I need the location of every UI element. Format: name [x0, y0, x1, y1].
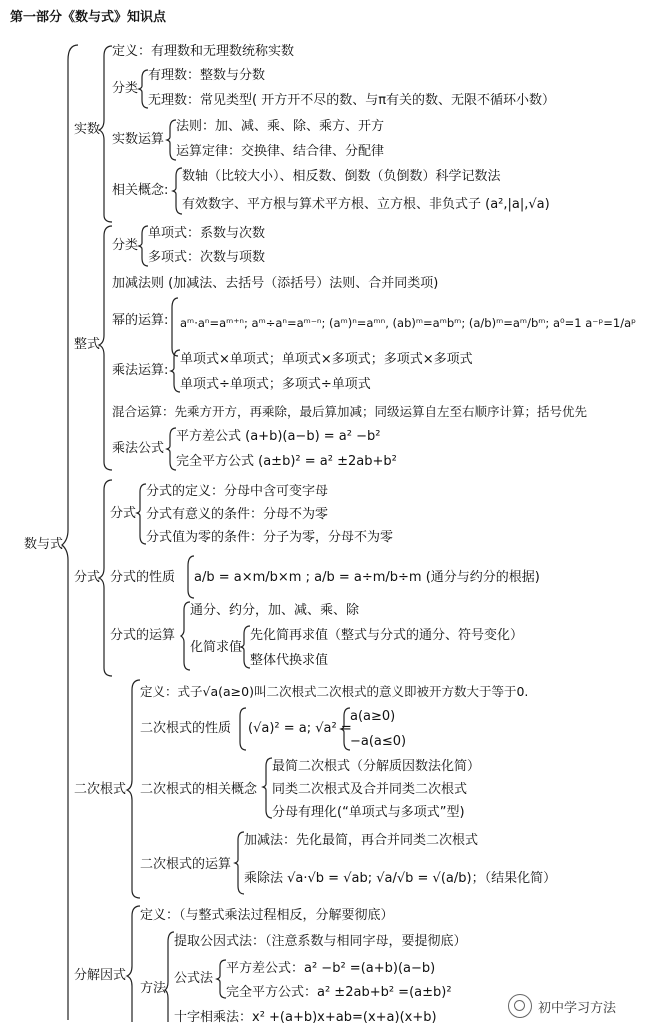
formula-brace [167, 428, 176, 470]
real-classify: 分类 [112, 81, 139, 96]
radical-concept-2: 同类二次根式及合并同类二次根式 [272, 782, 468, 797]
real-brace [99, 46, 112, 222]
real-concept-1: 数轴（比较大小）、相反数、倒数（负倒数）科学记数法 [182, 169, 501, 184]
real-label: 实数 [74, 122, 101, 137]
radical-op-2: 乘除法 √a·√b = √ab; √a/√b = √(a/b)；（结果化简） [244, 871, 557, 886]
radical-op-1: 加减法：先化最简，再合并同类二次根式 [244, 833, 479, 848]
radical-concept-1: 最简二次根式（分解质因数法化简） [272, 759, 481, 774]
mul-line-1: 单项式×单项式；单项式×多项式；多项式×多项式 [180, 352, 473, 367]
real-concepts: 相关概念: [112, 183, 169, 198]
factor-formula-2: 完全平方公式：a² ±2ab+b² =(a±b)² [226, 985, 452, 1000]
real-concept-2: 有效数字、平方根与算术平方根、立方根、非负式子 (a²,|a|,√a) [182, 197, 550, 212]
fraction-classify: 分式 [110, 506, 137, 521]
factor-label: 分解因式 [74, 968, 127, 983]
factor-formula-1: 平方差公式：a² −b² =(a+b)(a−b) [226, 961, 436, 976]
formula-1: 平方差公式 (a+b)(a−b) = a² −b² [176, 429, 381, 444]
radical-case-1: a(a≥0) [350, 709, 396, 724]
integral-addsub: 加减法则 (加减法、去括号（添括号）法则、合并同类项) [112, 276, 439, 291]
factor-method: 方法 [140, 981, 167, 996]
fraction-def: 分式的定义：分母中含可变字母 [146, 484, 329, 499]
power-brace [172, 298, 178, 356]
radical-op-label: 二次根式的运算 [140, 857, 232, 872]
mul-line-2: 单项式÷单项式；多项式÷单项式 [180, 377, 371, 392]
radical-case-2: −a(a≤0) [350, 734, 407, 749]
integral-classify-brace [139, 226, 148, 266]
fraction-prop: a/b = a×m/b×m ; a/b = a÷m/b÷m (通分与约分的根据) [194, 570, 540, 585]
fraction-classify-brace [137, 484, 146, 544]
radical-concept-3: 分母有理化(“单项式与多项式”型) [272, 805, 465, 820]
radical-brace [127, 680, 140, 898]
simplify-2: 整体代换求值 [250, 653, 329, 668]
simplify-1: 先化简再求值（整式与分式的通分、符号变化） [250, 628, 524, 643]
radical-label: 二次根式 [74, 782, 127, 797]
factor-def: 定义：（与整式乘法过程相反，分解要彻底） [140, 908, 394, 923]
radical-op-brace [235, 832, 244, 894]
mul-brace [171, 350, 180, 392]
mul-label: 乘法运算: [112, 363, 169, 378]
fraction-op-1: 通分、约分，加、减、乘、除 [190, 603, 360, 618]
page-title: 第一部分《数与式》知识点 [10, 10, 167, 25]
radical-concept-label: 二次根式的相关概念 [140, 782, 258, 797]
radical-def: 定义：式子√a(a≥0)叫二次根式二次根式的意义即被开方数大于等于0. [140, 684, 529, 699]
power-label: 幂的运算: [112, 313, 169, 328]
radical-prop-label: 二次根式的性质 [140, 721, 232, 736]
fraction-prop-label: 分式的性质 [110, 570, 176, 585]
real-ops: 实数运算 [112, 132, 165, 147]
formula-2: 完全平方公式 (a±b)² = a² ±2ab+b² [176, 454, 397, 469]
fraction-zero: 分式值为零的条件：分子为零，分母不为零 [146, 530, 394, 545]
method-brace [165, 932, 174, 1022]
radical-prop: (√a)² = a; √a² = [248, 721, 352, 736]
fraction-op-brace [181, 602, 190, 670]
real-concept-brace [173, 168, 182, 214]
fraction-label: 分式 [74, 570, 101, 585]
integral-classify: 分类 [112, 238, 139, 253]
real-law: 运算定律：交换律、结合律、分配律 [176, 144, 385, 159]
root-label: 数与式 [24, 537, 64, 552]
mixed-rule: 混合运算：先乘方开方，再乘除，最后算加减；同级运算自左至右顺序计算；括号优先 [112, 404, 588, 419]
factor-cross: 十字相乘法：x² +(a+b)x+ab=(x+a)(x+b) [174, 1010, 437, 1025]
real-classify-brace [139, 70, 148, 108]
real-definition: 定义：有理数和无理数统称实数 [112, 44, 295, 59]
integral-brace [99, 226, 112, 470]
factor-brace [127, 906, 140, 1022]
integral-label: 整式 [74, 337, 101, 352]
real-rational: 有理数：整数与分数 [148, 68, 266, 83]
simplify-brace [241, 626, 250, 668]
real-irrational: 无理数：常见类型( 开方开不尽的数、与π有关的数、无限不循环小数） [148, 93, 556, 108]
watermark-text: 初中学习方法 [538, 1000, 617, 1016]
power-formula: aᵐ·aⁿ=aᵐ⁺ⁿ; aᵐ÷aⁿ=aᵐ⁻ⁿ; (aᵐ)ⁿ=aᵐⁿ, (ab)ᵐ=aᵐbᵐ; (a/b)ᵐ=aᵐ/bᵐ; a⁰=1 a⁻ᵖ=1/aᵖ [180, 316, 637, 330]
integral-mono: 单项式：系数与次数 [148, 226, 266, 241]
fraction-op-label: 分式的运算 [110, 628, 176, 643]
radical-prop-brace [240, 708, 246, 750]
radical-concept-brace [263, 758, 272, 818]
wechat-icon [508, 994, 532, 1018]
root-brace [62, 45, 78, 1020]
factor-common: 提取公因式法：（注意系数与相同字母，要提彻底） [174, 934, 467, 949]
integral-poly: 多项式：次数与项数 [148, 250, 266, 265]
real-ops-brace [167, 120, 176, 160]
factor-formula-label: 公式法 [174, 971, 214, 986]
watermark [508, 994, 616, 1018]
fraction-simplify: 化简求值 [190, 640, 243, 655]
factor-formula-brace [217, 960, 226, 998]
real-rule: 法则：加、减、乘、除、乘方、开方 [176, 119, 385, 134]
fraction-meaningful: 分式有意义的条件：分母不为零 [146, 507, 329, 522]
formula-label: 乘法公式 [112, 441, 165, 456]
